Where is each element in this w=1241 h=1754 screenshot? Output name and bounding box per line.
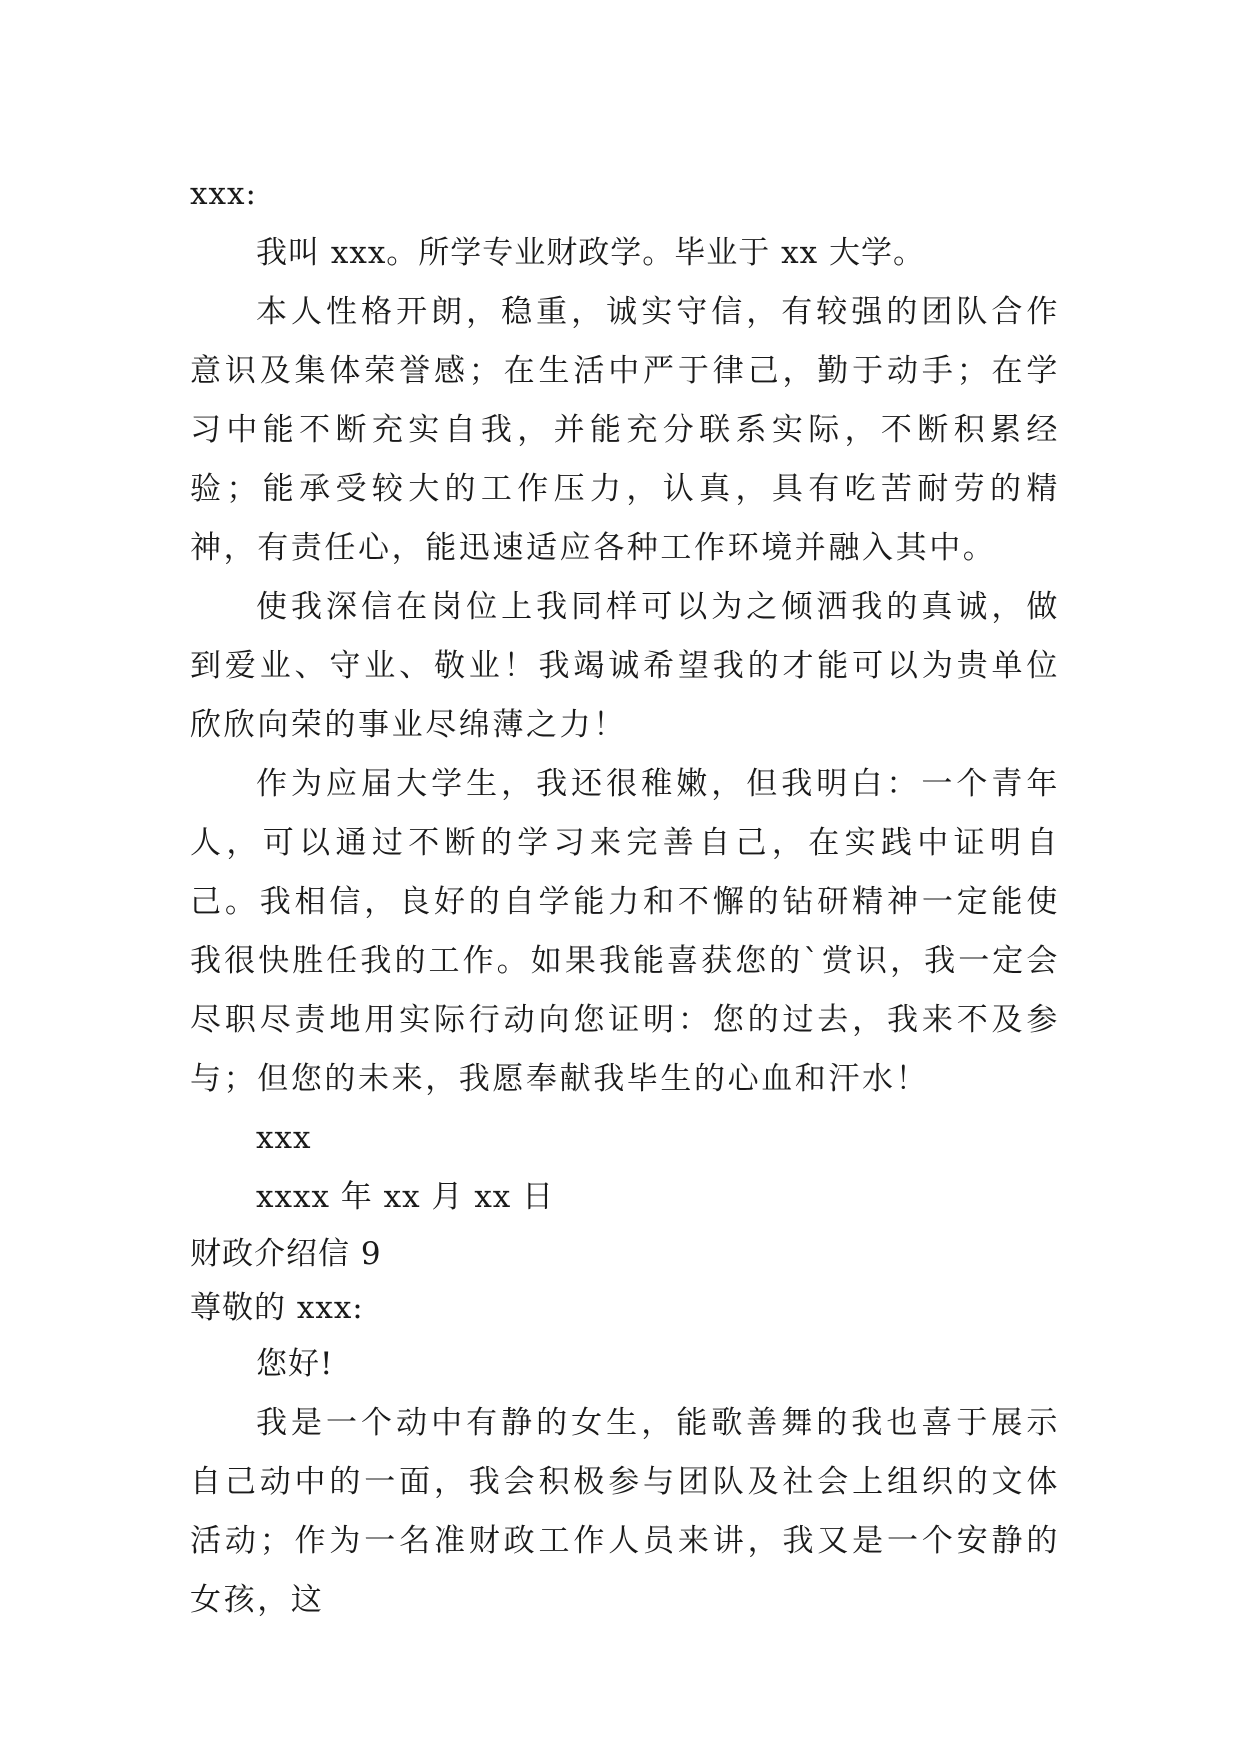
letter1-intro: 我叫 xxx。所学专业财政学。毕业于 xx 大学。 — [256, 235, 925, 271]
letter1-paragraph-2: 使我深信在岗位上我同样可以为之倾洒我的真诚，做到爱业、守业、敬业！我竭诚希望我的才能可以为贵单位欣欣向荣的事业尽绵薄之力！ — [190, 589, 1060, 743]
letter2-paragraph-1: 我是一个动中有静的女生，能歌善舞的我也喜于展示自己动中的一面，我会积极参与团队及社会上组织的文体活动；作为一名准财政工作人员来讲，我又是一个安静的女孩，这 — [190, 1405, 1060, 1618]
letter1-signature: xxx — [256, 1120, 312, 1156]
letter2-greeting: 您好! — [256, 1346, 334, 1382]
letter2-title: 财政介绍信 9 — [190, 1236, 382, 1272]
letter2-salutation: 尊敬的 xxx: — [190, 1290, 364, 1326]
document-body — [190, 165, 1060, 1630]
letter1-paragraph-1: 本人性格开朗，稳重，诚实守信，有较强的团队合作意识及集体荣誉感；在生活中严于律己，勤于动手；在学习中能不断充实自我，并能充分联系实际，不断积累经验；能承受较大的工作压力，认真，具有吃苦耐劳的精神，有责任心，能迅速适应各种工作环境并融入其中。 — [190, 294, 1060, 566]
letter1-paragraph-3: 作为应届大学生，我还很稚嫩，但我明白：一个青年人，可以通过不断的学习来完善自己，在实践中证明自己。我相信，良好的自学能力和不懈的钻研精神一定能使我很快胜任我的工作。如果我能喜获您的`赏识，我一定会尽职尽责地用实际行动向您证明：您的过去，我来不及参与；但您的未来，我愿奉献我毕生的心血和汗水！ — [190, 766, 1060, 1097]
letter1-salutation: xxx: — [190, 176, 257, 212]
letter1-date: xxxx 年 xx 月 xx 日 — [256, 1179, 555, 1215]
